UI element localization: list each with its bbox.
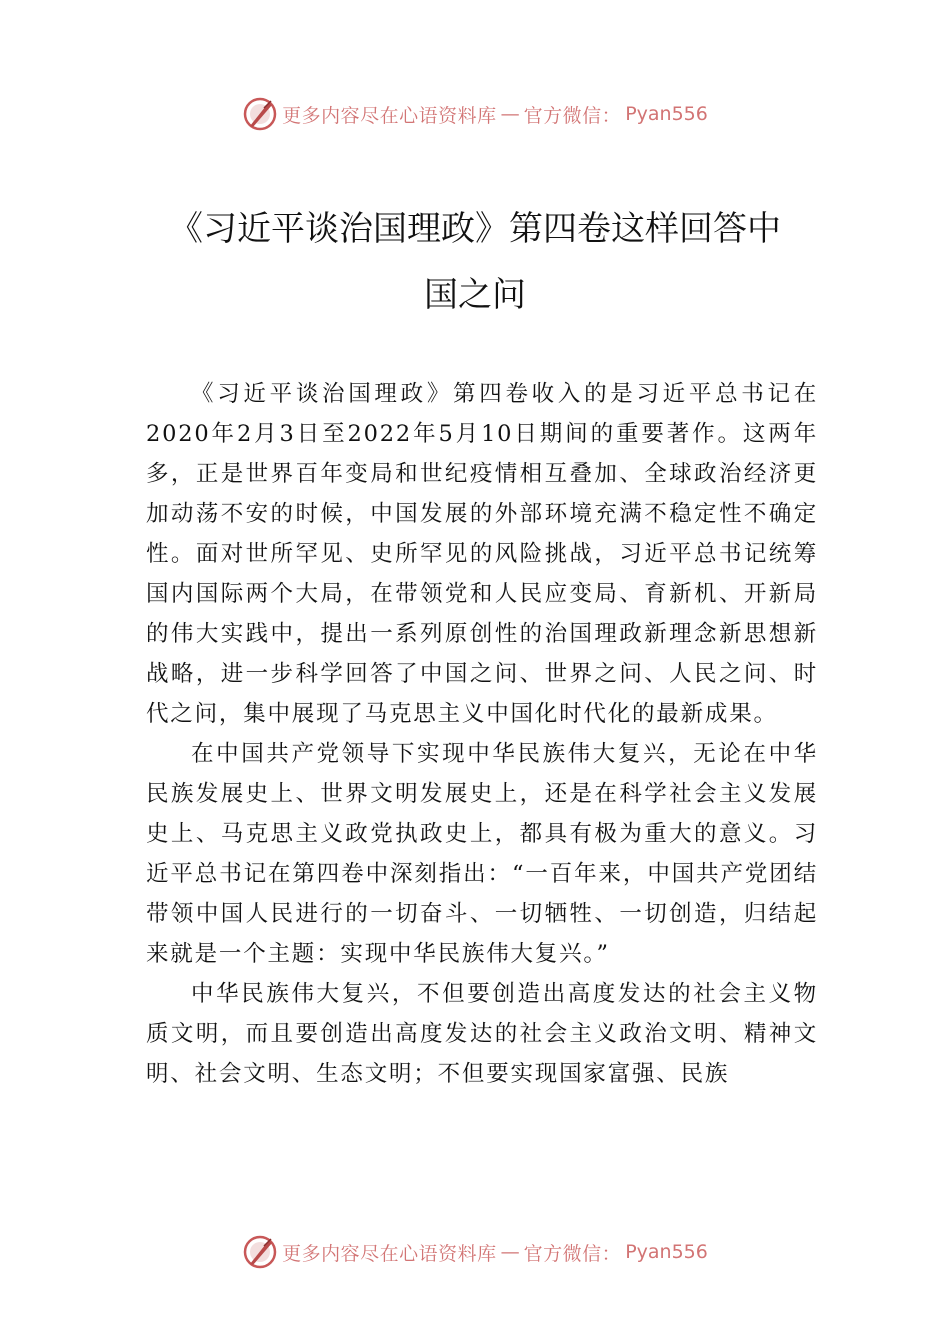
document-body: [146, 374, 818, 1094]
header-banner: [0, 94, 950, 134]
banner-separator: —: [500, 1241, 520, 1263]
banner-wechat-id: Pyan556: [625, 103, 708, 125]
document-title: [140, 196, 810, 328]
banner-slogan: 更多内容尽在心语资料库: [282, 1242, 497, 1265]
banner-wechat-id: Pyan556: [625, 1241, 708, 1263]
banner-separator: —: [500, 103, 520, 125]
title-line-2: 国之问: [424, 275, 526, 315]
banner-wechat-label: 官方微信：: [523, 104, 622, 127]
paragraph-2: 在中国共产党领导下实现中华民族伟大复兴，无论在中华民族发展史上、世界文明发展史上，还是在科学社会主义发展史上、马克思主义政党执政史上，都具有极为重大的意义。习近平总书记在第四卷中深刻指出：“一百年来，中国共产党团结带领中国人民进行的一切奋斗、一切牺牲、一切创造，归结起来就是一个主题：实现中华民族伟大复兴。”: [146, 741, 818, 967]
footer-banner: [0, 1232, 950, 1272]
quill-logo-icon: [242, 96, 278, 132]
quill-logo-icon: [242, 1234, 278, 1270]
banner-wechat-label: 官方微信：: [523, 1242, 622, 1265]
paragraph-1: 《习近平谈治国理政》第四卷收入的是习近平总书记在2020年2月3日至2022年5月10日期间的重要著作。这两年多，正是世界百年变局和世纪疫情相互叠加、全球政治经济更加动荡不安的时候，中国发展的外部环境充满不稳定性不确定性。面对世所罕见、史所罕见的风险挑战，习近平总书记统筹国内国际两个大局，在带领党和人民应变局、育新机、开新局的伟大实践中，提出一系列原创性的治国理政新理念新思想新战略，进一步科学回答了中国之问、世界之问、人民之问、时代之问，集中展现了马克思主义中国化时代化的最新成果。: [146, 381, 818, 727]
paragraph-3: 中华民族伟大复兴，不但要创造出高度发达的社会主义物质文明，而且要创造出高度发达的社会主义政治文明、精神文明、社会文明、生态文明；不但要实现国家富强、民族: [146, 981, 818, 1087]
banner-slogan: 更多内容尽在心语资料库: [282, 104, 497, 127]
title-line-1: 《习近平谈治国理政》第四卷这样回答中: [169, 209, 781, 249]
